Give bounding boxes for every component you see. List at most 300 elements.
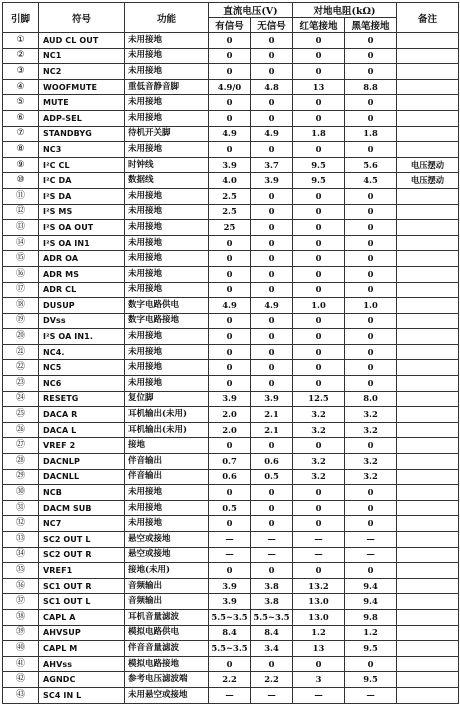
pin-function: 未用接地 [125,329,209,345]
resistance-red-probe: 13.0 [293,594,345,610]
header-dc-voltage: 直流电压(V) [209,3,293,18]
voltage-no-signal: 4.9 [251,126,293,142]
pin-note [397,469,459,485]
pin-symbol: MUTE [39,95,125,111]
voltage-with-signal: 0.5 [209,500,251,516]
resistance-red-probe: 0 [293,656,345,672]
voltage-with-signal: 0 [209,110,251,126]
resistance-black-probe: 1.2 [345,625,397,641]
pin-function: 未用接地 [125,485,209,501]
voltage-with-signal: 3.9 [209,157,251,173]
table-row [3,298,459,314]
table-row [3,142,459,158]
resistance-red-probe: 0 [293,95,345,111]
table-row [3,157,459,173]
resistance-red-probe: 9.5 [293,157,345,173]
voltage-with-signal: 4.9 [209,126,251,142]
table-row [3,64,459,80]
resistance-red-probe: 0 [293,251,345,267]
pin-note [397,625,459,641]
resistance-red-probe: 0 [293,204,345,220]
voltage-no-signal: 2.1 [251,422,293,438]
pin-number: ⑲ [3,313,39,329]
resistance-red-probe: 0 [293,266,345,282]
pin-function: 伴音输出 [125,469,209,485]
voltage-no-signal: 0 [251,142,293,158]
pin-symbol: WOOFMUTE [39,79,125,95]
pin-number: ⑳ [3,329,39,345]
pin-function: 未用接地 [125,516,209,532]
table-row [3,578,459,594]
resistance-red-probe: 13 [293,79,345,95]
resistance-black-probe: 0 [345,516,397,532]
voltage-with-signal: 3.9 [209,391,251,407]
table-row [3,33,459,49]
pin-function: 未用接地 [125,64,209,80]
pin-number: ㊵ [3,641,39,657]
resistance-black-probe: 0 [345,344,397,360]
voltage-no-signal: 0 [251,313,293,329]
pin-note [397,594,459,610]
pin-note [397,438,459,454]
header-no-signal: 无信号 [251,18,293,33]
resistance-black-probe: 0 [345,438,397,454]
voltage-with-signal: 0 [209,266,251,282]
table-row [3,282,459,298]
resistance-red-probe: 0 [293,110,345,126]
voltage-no-signal: 0.6 [251,454,293,470]
header-function: 功能 [125,3,209,33]
pin-note [397,391,459,407]
resistance-red-probe: 0 [293,563,345,579]
pin-note [397,516,459,532]
pin-symbol: I²C CL [39,157,125,173]
pin-symbol: SC2 OUT R [39,547,125,563]
voltage-with-signal: — [209,547,251,563]
resistance-red-probe: 0 [293,64,345,80]
pin-note [397,48,459,64]
pin-symbol: DACA R [39,407,125,423]
pin-symbol: DACM SUB [39,500,125,516]
pin-function: 未用接地 [125,48,209,64]
resistance-black-probe: 0 [345,110,397,126]
pin-number: ㊷ [3,672,39,688]
pin-note [397,360,459,376]
pin-function: 复位脚 [125,391,209,407]
voltage-with-signal: 0 [209,360,251,376]
pin-function: 未用接地 [125,266,209,282]
voltage-with-signal: 2.0 [209,407,251,423]
pin-function: 未用接地 [125,142,209,158]
pin-function: 数据线 [125,173,209,189]
voltage-no-signal: 0 [251,656,293,672]
pin-symbol: VREF 2 [39,438,125,454]
resistance-black-probe: 3.2 [345,407,397,423]
pin-number: ⑨ [3,157,39,173]
voltage-no-signal: 0 [251,500,293,516]
resistance-black-probe: 9.5 [345,641,397,657]
voltage-no-signal: 4.8 [251,79,293,95]
pin-symbol: I²S OA IN1 [39,235,125,251]
pin-symbol: NC1 [39,48,125,64]
pin-note [397,454,459,470]
table-row [3,95,459,111]
resistance-black-probe: 9.5 [345,672,397,688]
table-row [3,188,459,204]
pin-function: 未用接地 [125,33,209,49]
resistance-black-probe: 0 [345,48,397,64]
voltage-no-signal: 4.9 [251,298,293,314]
resistance-black-probe: 9.8 [345,609,397,625]
pin-note [397,33,459,49]
pin-function: 耳机输出(未用) [125,422,209,438]
table-body [3,33,459,704]
voltage-with-signal: 4.0 [209,173,251,189]
resistance-black-probe: — [345,687,397,703]
resistance-red-probe: 13.2 [293,578,345,594]
voltage-no-signal: 0 [251,110,293,126]
voltage-with-signal: — [209,687,251,703]
pin-symbol: ADR MS [39,266,125,282]
resistance-red-probe: 13 [293,641,345,657]
voltage-no-signal: 2.1 [251,407,293,423]
pin-symbol: AUD CL OUT [39,33,125,49]
pin-symbol: DVss [39,313,125,329]
voltage-no-signal: 0 [251,235,293,251]
resistance-red-probe: — [293,532,345,548]
voltage-with-signal: 2.5 [209,188,251,204]
header-red-probe: 红笔接地 [293,18,345,33]
voltage-no-signal: 3.8 [251,578,293,594]
table-row [3,329,459,345]
table-row [3,485,459,501]
pin-number: ㉒ [3,360,39,376]
table-row [3,687,459,703]
table-row [3,220,459,236]
pin-symbol: VREF1 [39,563,125,579]
resistance-black-probe: 8.0 [345,391,397,407]
voltage-with-signal: 0 [209,344,251,360]
voltage-with-signal: 0 [209,142,251,158]
header-with-signal: 有信号 [209,18,251,33]
table-row [3,516,459,532]
pin-function: 参考电压滤波端 [125,672,209,688]
pin-note [397,313,459,329]
resistance-red-probe: 0 [293,485,345,501]
resistance-red-probe: 3.2 [293,469,345,485]
pin-number: ⑩ [3,173,39,189]
voltage-with-signal: 3.9 [209,578,251,594]
resistance-red-probe: 0 [293,500,345,516]
voltage-no-signal: 0 [251,204,293,220]
table-row [3,391,459,407]
pin-function: 未用接地 [125,95,209,111]
pin-note [397,500,459,516]
resistance-black-probe: 0 [345,313,397,329]
pin-number: ① [3,33,39,49]
table-row [3,251,459,267]
pin-number: ⑪ [3,188,39,204]
pin-function: 耳机音量滤波 [125,609,209,625]
pin-function: 未用接地 [125,251,209,267]
pin-note [397,485,459,501]
voltage-no-signal: 0 [251,563,293,579]
pin-note [397,282,459,298]
table-row [3,422,459,438]
voltage-with-signal: 2.0 [209,422,251,438]
voltage-no-signal: 3.9 [251,391,293,407]
table-row [3,407,459,423]
resistance-red-probe: — [293,687,345,703]
pin-function: 未用接地 [125,235,209,251]
voltage-no-signal: 0 [251,438,293,454]
pin-symbol: NC3 [39,142,125,158]
resistance-red-probe: 0 [293,188,345,204]
table-row [3,204,459,220]
voltage-with-signal: 0 [209,563,251,579]
pin-number: ② [3,48,39,64]
resistance-black-probe: 3.2 [345,422,397,438]
table-row [3,126,459,142]
resistance-red-probe: 0 [293,48,345,64]
table-row [3,641,459,657]
pin-number: ㉟ [3,563,39,579]
pin-note [397,422,459,438]
resistance-black-probe: 5.6 [345,157,397,173]
pin-symbol: I²S DA [39,188,125,204]
pin-symbol: ADR OA [39,251,125,267]
table-row [3,672,459,688]
resistance-black-probe: 4.5 [345,173,397,189]
pin-function: 未用接地 [125,360,209,376]
resistance-red-probe: 13.0 [293,609,345,625]
voltage-with-signal: 0 [209,376,251,392]
pin-number: ㉑ [3,344,39,360]
table-row [3,48,459,64]
pin-function: 模拟电路接地 [125,656,209,672]
resistance-black-probe: 1.8 [345,126,397,142]
pin-note [397,188,459,204]
pin-symbol: NC7 [39,516,125,532]
pin-function: 未用接地 [125,376,209,392]
voltage-no-signal: 3.9 [251,173,293,189]
pin-note [397,578,459,594]
pin-note [397,407,459,423]
pin-symbol: NC2 [39,64,125,80]
pin-function: 伴音音量滤波 [125,641,209,657]
voltage-with-signal: 0 [209,282,251,298]
voltage-with-signal: 8.4 [209,625,251,641]
resistance-red-probe: 0 [293,33,345,49]
table-row [3,500,459,516]
resistance-black-probe: 0 [345,142,397,158]
voltage-with-signal: 4.9/0 [209,79,251,95]
resistance-black-probe: 0 [345,500,397,516]
pin-number: ㉕ [3,407,39,423]
resistance-red-probe: 0 [293,376,345,392]
pin-number: ㉙ [3,469,39,485]
resistance-red-probe: 0 [293,235,345,251]
pin-note [397,329,459,345]
resistance-black-probe: 0 [345,266,397,282]
resistance-black-probe: 0 [345,64,397,80]
voltage-no-signal: 3.8 [251,594,293,610]
pin-number: ⑮ [3,251,39,267]
resistance-red-probe: 0 [293,142,345,158]
resistance-red-probe: 9.5 [293,173,345,189]
resistance-black-probe: 0 [345,656,397,672]
pin-note [397,95,459,111]
pin-note [397,609,459,625]
voltage-with-signal: 0 [209,251,251,267]
voltage-with-signal: 5.5~3.5 [209,609,251,625]
pin-number: ㉗ [3,438,39,454]
resistance-red-probe: 0 [293,220,345,236]
pin-symbol: DACA L [39,422,125,438]
table-row [3,360,459,376]
voltage-no-signal: 0 [251,220,293,236]
table-row [3,454,459,470]
pin-number: ㊶ [3,656,39,672]
pin-number: ㉚ [3,485,39,501]
pin-symbol: ADP-SEL [39,110,125,126]
pin-function: 模拟电路供电 [125,625,209,641]
resistance-red-probe: 1.8 [293,126,345,142]
table-row [3,235,459,251]
resistance-black-probe: 0 [345,188,397,204]
pin-function: 悬空或接地 [125,547,209,563]
pin-number: ⑧ [3,142,39,158]
table-row [3,532,459,548]
resistance-red-probe: 0 [293,329,345,345]
resistance-black-probe: — [345,547,397,563]
table-row [3,656,459,672]
voltage-with-signal: 0.7 [209,454,251,470]
voltage-no-signal: 0 [251,344,293,360]
pin-function: 未用悬空或接地 [125,687,209,703]
resistance-black-probe: 0 [345,485,397,501]
voltage-with-signal: 5.5~3.5 [209,641,251,657]
pin-note [397,64,459,80]
resistance-red-probe: 0 [293,360,345,376]
resistance-red-probe: 3.2 [293,422,345,438]
pin-number: ㉞ [3,547,39,563]
pin-note [397,641,459,657]
voltage-no-signal: 8.4 [251,625,293,641]
voltage-no-signal: 0 [251,485,293,501]
pin-function: 待机开关脚 [125,126,209,142]
table-row [3,609,459,625]
voltage-with-signal: 25 [209,220,251,236]
pin-symbol: RESETG [39,391,125,407]
table-row [3,438,459,454]
voltage-with-signal: 0 [209,64,251,80]
voltage-no-signal: 0 [251,266,293,282]
resistance-red-probe: 3 [293,672,345,688]
resistance-black-probe: 0 [345,360,397,376]
pin-symbol: I²S OA OUT [39,220,125,236]
pin-note: 电压摆动 [397,157,459,173]
voltage-no-signal: 0 [251,251,293,267]
pin-symbol: I²S OA IN1. [39,329,125,345]
voltage-no-signal: 3.7 [251,157,293,173]
pin-function: 时钟线 [125,157,209,173]
pin-function: 接地 [125,438,209,454]
pin-note [397,142,459,158]
pin-number: ㉖ [3,422,39,438]
table-row [3,79,459,95]
voltage-with-signal: 3.9 [209,594,251,610]
pin-number: ⑥ [3,110,39,126]
header-pin: 引脚 [3,3,39,33]
pin-function: 未用接地 [125,282,209,298]
pin-number: ⑤ [3,95,39,111]
resistance-red-probe: 0 [293,516,345,532]
resistance-black-probe: 0 [345,33,397,49]
resistance-red-probe: 1.0 [293,298,345,314]
pin-number: ⑫ [3,204,39,220]
resistance-black-probe: 0 [345,95,397,111]
resistance-black-probe: 8.8 [345,79,397,95]
pin-function: 未用接地 [125,204,209,220]
voltage-no-signal: 0 [251,282,293,298]
pin-note: 电压摆动 [397,173,459,189]
pin-note [397,220,459,236]
pin-function: 音频输出 [125,594,209,610]
voltage-no-signal: 3.4 [251,641,293,657]
voltage-no-signal: 0 [251,360,293,376]
pin-number: ㊱ [3,578,39,594]
pin-symbol: I²C DA [39,173,125,189]
pin-number: ㉛ [3,500,39,516]
voltage-no-signal: 0 [251,376,293,392]
pin-function: 数字电路供电 [125,298,209,314]
pin-data-table [2,2,459,704]
voltage-no-signal: 5.5~3.5 [251,609,293,625]
header-note: 备注 [397,3,459,33]
pin-number: ⑬ [3,220,39,236]
pin-function: 伴音输出 [125,454,209,470]
pin-number: ㉘ [3,454,39,470]
resistance-black-probe: 0 [345,282,397,298]
pin-number: ㉜ [3,516,39,532]
pin-function: 接地(未用) [125,563,209,579]
pin-number: ⑯ [3,266,39,282]
voltage-with-signal: 2.5 [209,204,251,220]
pin-note [397,532,459,548]
voltage-no-signal: 2.2 [251,672,293,688]
resistance-red-probe: — [293,547,345,563]
resistance-black-probe: 0 [345,251,397,267]
voltage-no-signal: — [251,547,293,563]
table-row [3,625,459,641]
pin-number: ⑦ [3,126,39,142]
pin-function: 数字电路接地 [125,313,209,329]
pin-function: 未用接地 [125,220,209,236]
table-row [3,173,459,189]
table-row [3,266,459,282]
pin-symbol: DACNLP [39,454,125,470]
resistance-red-probe: 0 [293,282,345,298]
pin-number: ⑱ [3,298,39,314]
pin-symbol: CAPL M [39,641,125,657]
pin-symbol: AGNDC [39,672,125,688]
table-row [3,469,459,485]
pin-number: ③ [3,64,39,80]
pin-note [397,687,459,703]
pin-note [397,656,459,672]
pin-note [397,298,459,314]
